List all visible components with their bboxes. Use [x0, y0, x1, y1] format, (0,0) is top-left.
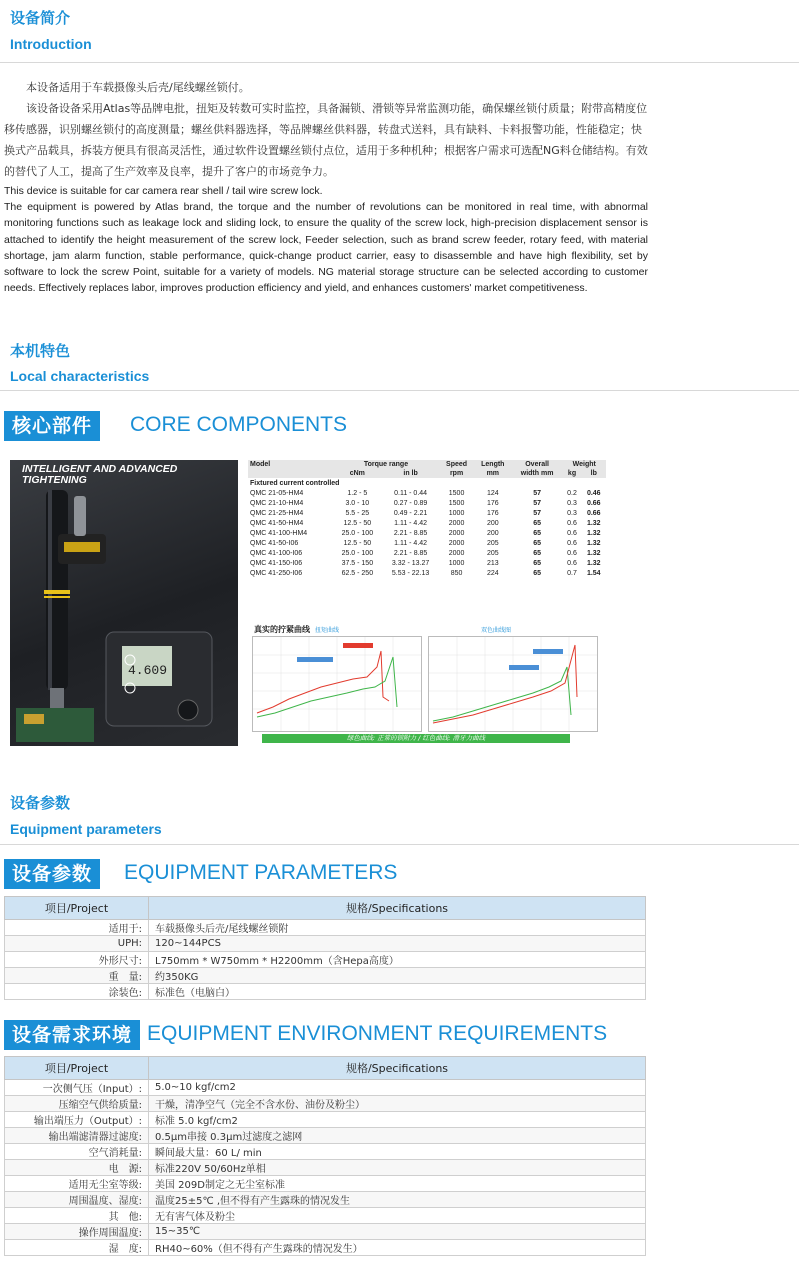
table-row [248, 548, 606, 558]
table-cell: 57 [533, 489, 541, 497]
params-rows [5, 920, 646, 1000]
row-value: 标准 5.0 kgf/cm2 [149, 1112, 646, 1128]
sub-model [248, 469, 333, 478]
intro-header [0, 0, 799, 64]
intro-en-text [4, 183, 648, 296]
table-cell: 0.66 [586, 509, 601, 517]
table-row [5, 1080, 646, 1096]
intro-en-title: Introduction [10, 36, 92, 52]
table-cell: 65 [533, 519, 541, 527]
table-cell: 1.54 [586, 569, 601, 577]
sub-lb: lb [582, 469, 606, 478]
row-value: 标准色（电脑白） [149, 984, 646, 1000]
table-cell: 25.0 - 100 [341, 529, 374, 537]
table-cell: QMC 21-25-HM4 [250, 509, 304, 517]
env-header-value: 规格/Specifications [149, 1057, 646, 1080]
row-key: 周围温度、湿度: [5, 1192, 149, 1208]
table-cell: 0.7 [567, 569, 577, 577]
table-row [248, 488, 606, 498]
table-cell: 57 [533, 509, 541, 517]
torque-spec-panel [248, 460, 608, 746]
table-cell: 2000 [448, 529, 465, 537]
sub-rpm: rpm [439, 469, 474, 478]
row-value: 干燥，清净空气（完全不含水份、油份及粉尘） [149, 1096, 646, 1112]
torque-group-label: Fixtured current controlled [250, 479, 340, 487]
table-cell: 1.32 [586, 559, 601, 567]
table-row [5, 1096, 646, 1112]
row-value: L750mm * W750mm * H2200mm（含Hepa高度） [149, 952, 646, 968]
table-row [5, 936, 646, 952]
table-cell: QMC 41-50-I06 [250, 539, 299, 547]
row-key: UPH: [5, 936, 149, 952]
row-key: 空气消耗量: [5, 1144, 149, 1160]
table-cell: QMC 41-50-HM4 [250, 519, 304, 527]
features-en-title: Local characteristics [10, 368, 150, 384]
table-cell: 200 [486, 519, 499, 527]
table-cell: QMC 41-100-I06 [250, 549, 303, 557]
table-cell: 176 [486, 509, 499, 517]
table-row [5, 1176, 646, 1192]
table-cell: 2.21 - 8.85 [393, 529, 428, 537]
banner-tag: 设备参数 [4, 859, 100, 889]
table-cell: 62.5 - 250 [341, 569, 374, 577]
row-key: 涂装色: [5, 984, 149, 1000]
table-cell: 0.27 - 0.89 [393, 499, 428, 507]
intro-cn-p1: 本设备适用于车载摄像头后壳/尾线螺丝锁付。 [26, 81, 250, 94]
table-cell: 0.6 [567, 549, 577, 557]
graph-right-label: 双色曲线图 [481, 627, 512, 634]
row-value: 美国 209D制定之无尘室标准 [149, 1176, 646, 1192]
row-key: 其 他: [5, 1208, 149, 1224]
table-cell: 5.53 - 22.13 [391, 569, 430, 577]
table-cell: 65 [533, 549, 541, 557]
table-cell: 25.0 - 100 [341, 549, 374, 557]
table-row [5, 1240, 646, 1256]
table-cell: 224 [486, 569, 499, 577]
table-cell: 0.6 [567, 559, 577, 567]
params-header-key: 项目/Project [5, 897, 149, 920]
row-key: 适用无尘室等级: [5, 1176, 149, 1192]
table-cell: 0.6 [567, 519, 577, 527]
torque-rows [248, 488, 606, 578]
row-key: 电 源: [5, 1160, 149, 1176]
table-cell: 0.49 - 2.21 [393, 509, 428, 517]
photo-caption: INTELLIGENT AND ADVANCED TIGHTENING [22, 463, 178, 486]
sub-inlb: in lb [382, 469, 439, 478]
divider [0, 62, 799, 63]
table-cell: 0.3 [567, 509, 577, 517]
sub-kg: kg [563, 469, 582, 478]
env-table [4, 1056, 646, 1256]
table-cell: 1000 [448, 509, 465, 517]
table-cell: 2000 [448, 549, 465, 557]
table-cell: 2000 [448, 519, 465, 527]
col-speed: Speed [439, 460, 474, 469]
table-cell: 176 [486, 499, 499, 507]
core-components-banner [4, 411, 404, 441]
table-cell: QMC 21-10-HM4 [250, 499, 304, 507]
row-key: 压缩空气供给质量: [5, 1096, 149, 1112]
table-cell: 0.6 [567, 539, 577, 547]
table-cell: 200 [486, 529, 499, 537]
intro-en-p1: This device is suitable for car camera rear shell / tail wire screw lock. [4, 185, 323, 197]
table-cell: 1000 [448, 559, 465, 567]
row-value: 约350KG [149, 968, 646, 984]
params-en-title: Equipment parameters [10, 821, 162, 837]
table-cell: QMC 41-250-I06 [250, 569, 303, 577]
table-cell: 213 [486, 559, 499, 567]
env-rows [5, 1080, 646, 1256]
row-value: RH40~60%（但不得有产生露珠的情况发生） [149, 1240, 646, 1256]
table-cell: 850 [450, 569, 463, 577]
features-cn-title: 本机特色 [10, 342, 71, 360]
table-row [248, 558, 606, 568]
row-key: 输出端滤清器过滤度: [5, 1128, 149, 1144]
table-row [248, 518, 606, 528]
params-cn-title: 设备参数 [10, 794, 71, 812]
table-cell: 12.5 - 50 [343, 519, 372, 527]
table-cell: 0.46 [586, 489, 601, 497]
features-header [0, 330, 799, 392]
banner-tag: 设备需求环境 [4, 1020, 140, 1050]
table-row [5, 1144, 646, 1160]
params-header-value: 规格/Specifications [149, 897, 646, 920]
col-torque: Torque range [333, 460, 440, 469]
table-row [5, 1160, 646, 1176]
table-row [5, 1112, 646, 1128]
intro-cn-text [4, 77, 648, 182]
row-key: 重 量: [5, 968, 149, 984]
env-header-key: 项目/Project [5, 1057, 149, 1080]
table-cell: 205 [486, 549, 499, 557]
table-cell: QMC 41-100-HM4 [250, 529, 308, 537]
table-row [248, 498, 606, 508]
table-cell: 5.5 - 25 [345, 509, 370, 517]
table-cell: 1.32 [586, 519, 601, 527]
sub-cnm: cNm [333, 469, 382, 478]
table-cell: 1500 [448, 499, 465, 507]
table-cell: QMC 41-150-I06 [250, 559, 303, 567]
row-key: 输出端压力（Output）: [5, 1112, 149, 1128]
table-cell: 65 [533, 539, 541, 547]
row-value: 瞬间最大量：60 L/ min [149, 1144, 646, 1160]
torque-table-header [248, 460, 606, 469]
divider [0, 390, 799, 391]
environment-banner [4, 1020, 624, 1050]
screwdriver-illustration [10, 460, 238, 746]
intro-cn-title: 设备简介 [10, 9, 71, 27]
equipment-params-banner [4, 859, 424, 889]
table-cell: 205 [486, 539, 499, 547]
table-row [5, 984, 646, 1000]
sub-mm: mm [474, 469, 512, 478]
table-cell: 1500 [448, 489, 465, 497]
row-value: 15~35℃ [149, 1224, 646, 1240]
table-row [248, 538, 606, 548]
table-cell: 65 [533, 529, 541, 537]
table-cell: 1.32 [586, 549, 601, 557]
svg-text:4.609: 4.609 [128, 663, 168, 678]
table-cell: 12.5 - 50 [343, 539, 372, 547]
torque-graph-right [428, 627, 598, 732]
table-cell: 1.2 - 5 [347, 489, 368, 497]
row-value: 温度25±5℃ ,但不得有产生露珠的情况发生 [149, 1192, 646, 1208]
banner-en-title: EQUIPMENT ENVIRONMENT REQUIREMENTS [147, 1022, 608, 1045]
params-header [0, 784, 799, 846]
table-cell: 1.32 [586, 539, 601, 547]
table-row [5, 1208, 646, 1224]
row-key: 外形尺寸: [5, 952, 149, 968]
table-cell: 57 [533, 499, 541, 507]
col-overall: Overall [512, 460, 563, 469]
table-cell: 0.11 - 0.44 [394, 489, 428, 497]
table-cell: 37.5 - 150 [341, 559, 374, 567]
table-cell: 1.32 [586, 529, 601, 537]
sub-width: width mm [512, 469, 563, 478]
table-cell: 3.0 - 10 [345, 499, 370, 507]
table-row [5, 968, 646, 984]
banner-en-title: CORE COMPONENTS [130, 413, 348, 436]
graph-left-label: 扭矩曲线 [315, 627, 340, 634]
table-cell: 1.11 - 4.42 [394, 539, 428, 547]
col-length: Length [474, 460, 512, 469]
torque-group-row [248, 478, 606, 488]
table-row [248, 528, 606, 538]
env-table-header [5, 1057, 646, 1080]
table-row [5, 1192, 646, 1208]
table-cell: 2.21 - 8.85 [393, 549, 428, 557]
table-cell: 65 [533, 559, 541, 567]
curve-legend: 绿色曲线: 正常的锁附力 / 红色曲线: 滑牙力曲线 [262, 734, 570, 743]
row-key: 一次侧气压（Input）: [5, 1080, 149, 1096]
row-key: 湿 度: [5, 1240, 149, 1256]
divider [0, 844, 799, 845]
table-cell: QMC 21-05-HM4 [250, 489, 304, 497]
row-value: 120~144PCS [149, 936, 646, 952]
torque-table-subheader [248, 469, 606, 478]
table-row [248, 568, 606, 578]
table-cell: 0.6 [567, 529, 577, 537]
row-value: 0.5μm串接 0.3μm过滤度之滤网 [149, 1128, 646, 1144]
row-value: 车载摄像头后壳/尾线螺丝锁附 [149, 920, 646, 936]
banner-en-title: EQUIPMENT PARAMETERS [124, 861, 398, 884]
table-cell: 0.3 [567, 499, 577, 507]
table-row [5, 920, 646, 936]
curve-title: 真实的拧紧曲线 [254, 625, 310, 634]
torque-table [248, 460, 606, 578]
table-cell: 65 [533, 569, 541, 577]
banner-tag: 核心部件 [4, 411, 100, 441]
col-model: Model [248, 460, 333, 469]
row-key: 操作周围温度: [5, 1224, 149, 1240]
table-cell: 0.2 [567, 489, 577, 497]
table-cell: 2000 [448, 539, 465, 547]
table-cell: 3.32 - 13.27 [391, 559, 430, 567]
screwdriver-photo [10, 460, 238, 746]
table-cell: 1.11 - 4.42 [394, 519, 428, 527]
intro-en-p2: The equipment is powered by Atlas brand, the torque and the number of revolutions can be monitored in real time, with abnormal monitoring functions such as leakage lock and sliding lock, to ensure the quality of the screw lock, high-precision displacement sensor is attached to identify the height measurement of the screw lock, Feeder selection, such as brand screw feeder, rotary feed, with material shortage, jam alarm function, stable performance, quick-change product carrier, easy to disassemble and have high flexibility, set by software to lock the screw Point, suitable for a variety of models. NG material storage structure can be selected according to customer needs. Effectively replaces labor, improves production efficiency and yield, and enhances customers' market competitiveness. [4, 201, 648, 295]
row-key: 适用于: [5, 920, 149, 936]
params-table [4, 896, 646, 1000]
table-cell: 0.66 [586, 499, 601, 507]
graph-right-plot [429, 637, 597, 731]
table-row [5, 952, 646, 968]
table-row [248, 508, 606, 518]
table-row [5, 1224, 646, 1240]
intro-cn-p2: 该设备设备采用Atlas等品牌电批，扭矩及转数可实时监控，具备漏锁、滑锁等异常监测功能，确保螺丝锁付质量；附带高精度位移传感器，识别螺丝锁付的高度测量；螺丝供料器选择，等品牌螺丝供料器，转盘式送料，具有缺料、卡料报警功能，性能稳定；快换式产品载具，拆装方便具有很高灵活性，通过软件设置螺丝锁付点位，适用于多种机种；根据客户需求可选配NG料仓储结构。有效的替代了人工，提高了生产效率及良率，提升了客户的市场竞争力。 [4, 102, 648, 178]
table-cell: 124 [486, 489, 499, 497]
row-value: 5.0~10 kgf/cm2 [149, 1080, 646, 1096]
core-components-figure [10, 460, 608, 746]
params-table-header [5, 897, 646, 920]
row-value: 无有害气体及粉尘 [149, 1208, 646, 1224]
row-value: 标准220V 50/60Hz单相 [149, 1160, 646, 1176]
table-row [5, 1128, 646, 1144]
col-weight: Weight [563, 460, 607, 469]
graph-left-plot [253, 637, 421, 731]
